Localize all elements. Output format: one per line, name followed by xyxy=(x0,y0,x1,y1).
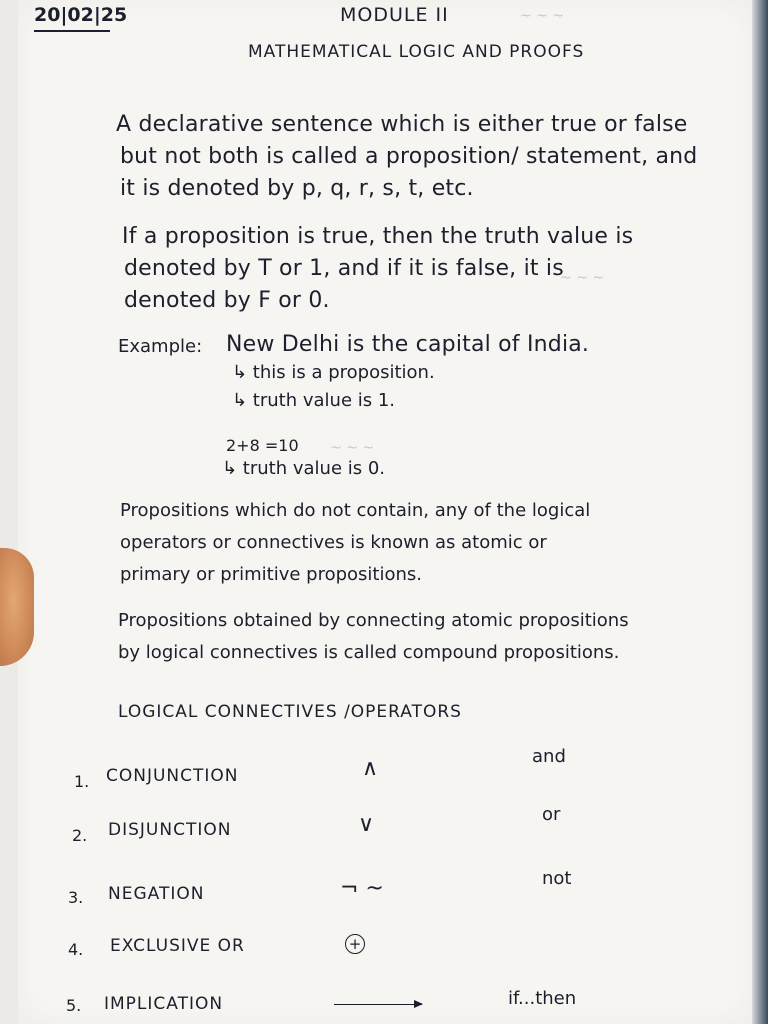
conjunction-symbol: ∧ xyxy=(362,756,379,781)
connective-number: 4. xyxy=(68,940,84,959)
connective-number: 5. xyxy=(66,996,82,1015)
definition-line: A declarative sentence which is either true or false xyxy=(116,112,688,137)
connective-meaning: and xyxy=(532,746,566,767)
truth-value-line: denoted by T or 1, and if it is false, it is xyxy=(124,256,564,281)
connective-meaning: if...then xyxy=(508,988,577,1009)
bleed-through-mark: ~ ~ ~ xyxy=(330,440,375,456)
connective-name: CONJUNCTION xyxy=(106,766,239,786)
truth-value-line: denoted by F or 0. xyxy=(124,288,330,313)
atomic-line: operators or connectives is known as atomic or xyxy=(120,532,547,553)
connective-number: 1. xyxy=(74,772,90,791)
connectives-heading: LOGICAL CONNECTIVES /OPERATORS xyxy=(118,702,462,722)
exclusive-or-symbol: + xyxy=(345,934,365,954)
thumb xyxy=(0,548,34,666)
disjunction-symbol: ∨ xyxy=(358,812,375,837)
page-edge xyxy=(752,0,768,1024)
date-underline xyxy=(34,30,110,32)
example-note: ↳ truth value is 1. xyxy=(232,390,396,411)
bleed-through-mark: ~ ~ ~ xyxy=(520,8,565,24)
connective-number: 2. xyxy=(72,826,88,845)
atomic-line: Propositions which do not contain, any of the logical xyxy=(120,500,591,521)
connective-name: EXCLUSIVE OR xyxy=(110,936,245,956)
atomic-line: primary or primitive propositions. xyxy=(120,564,423,585)
page-title: MATHEMATICAL LOGIC AND PROOFS xyxy=(248,42,585,62)
bleed-through-mark: ~ ~ ~ xyxy=(560,270,605,286)
example-sentence: New Delhi is the capital of India. xyxy=(226,332,590,357)
compound-line: by logical connectives is called compound propositions. xyxy=(118,642,620,663)
definition-line: but not both is called a proposition/ statement, and xyxy=(120,144,698,169)
example-note: ↳ this is a proposition. xyxy=(232,362,435,383)
date: 20|02|25 xyxy=(34,4,128,26)
connective-meaning: or xyxy=(542,804,561,825)
connective-name: DISJUNCTION xyxy=(108,820,232,840)
truth-value-line: If a proposition is true, then the truth value is xyxy=(122,224,634,249)
implication-arrow-icon xyxy=(334,1004,422,1005)
connective-number: 3. xyxy=(68,888,84,907)
compound-line: Propositions obtained by connecting atomic propositions xyxy=(118,610,629,631)
connective-meaning: not xyxy=(542,868,572,889)
example-equation: 2+8 =10 xyxy=(226,436,299,455)
connective-name: IMPLICATION xyxy=(104,994,224,1014)
module-heading: MODULE II xyxy=(340,4,449,26)
example-label: Example: xyxy=(118,336,203,357)
definition-line: it is denoted by p, q, r, s, t, etc. xyxy=(120,176,474,201)
connective-name: NEGATION xyxy=(108,884,205,904)
example-note: ↳ truth value is 0. xyxy=(222,458,386,479)
negation-symbol: ¬ ~ xyxy=(340,876,384,901)
